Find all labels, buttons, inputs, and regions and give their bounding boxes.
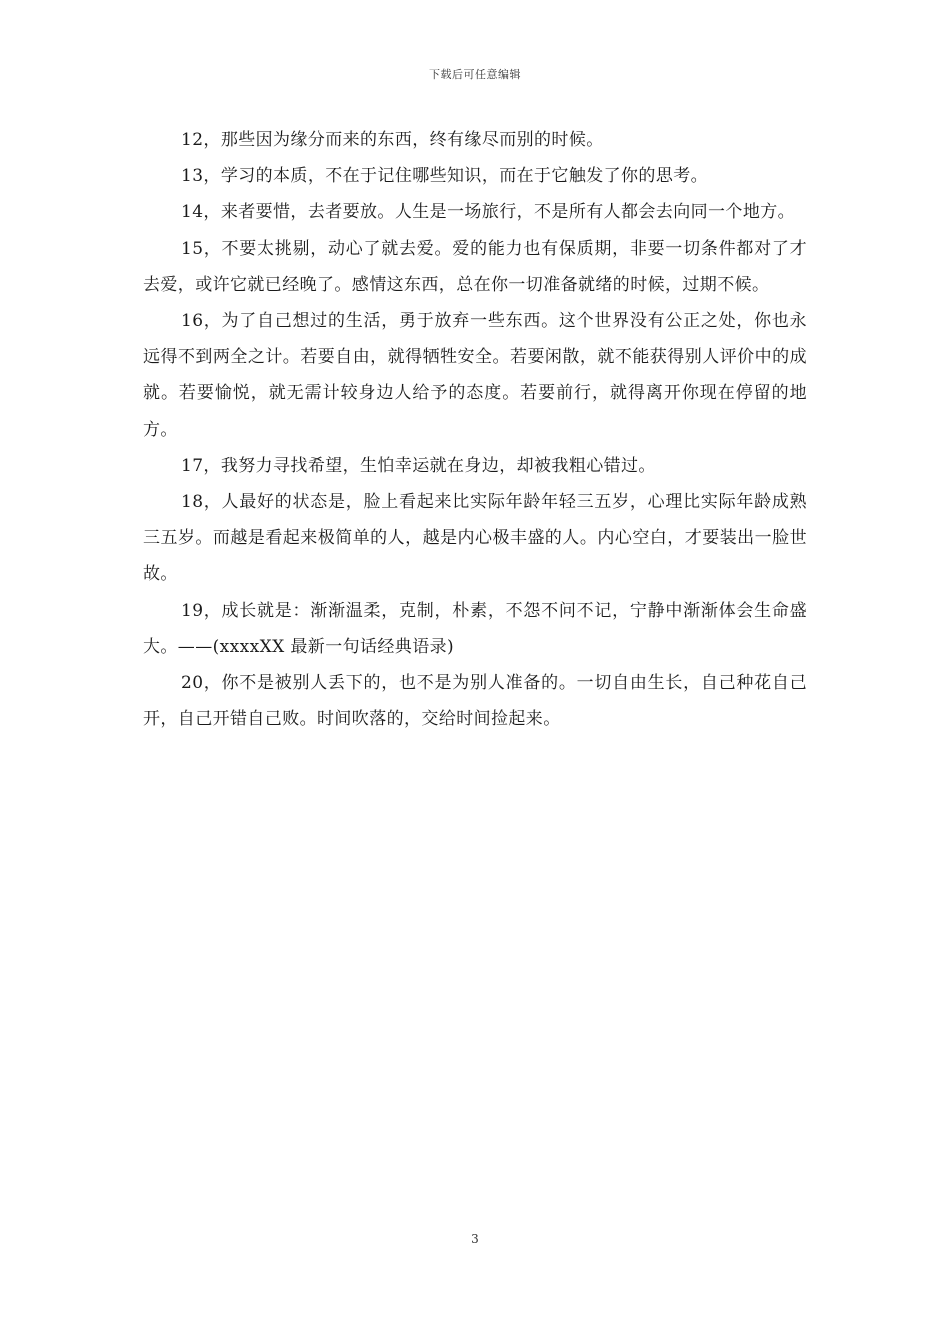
paragraph-15: 15，不要太挑剔，动心了就去爱。爱的能力也有保质期，非要一切条件都对了才去爱，或许它就已经晚了。感情这东西，总在你一切准备就绪的时候，过期不候。 [143, 238, 807, 295]
page-header: 下载后可任意编辑 [429, 68, 521, 81]
paragraph-13: 13，学习的本质，不在于记住哪些知识，而在于它触发了你的思考。 [181, 166, 709, 187]
paragraph-19: 19，成长就是：渐渐温柔，克制，朴素，不怨不问不记，宁静中渐渐体会生命盛大。——(xxxxXX 最新一句话经典语录) [143, 600, 807, 657]
paragraph-20: 20，你不是被别人丢下的，也不是为别人准备的。一切自由生长，自己种花自己开，自己开错自己败。时间吹落的，交给时间捡起来。 [143, 673, 807, 730]
paragraph-16: 16，为了自己想过的生活，勇于放弃一些东西。这个世界没有公正之处，你也永远得不到两全之计。若要自由，就得牺牲安全。若要闲散，就不能获得别人评价中的成就。若要愉悦，就无需计较身边人给予的态度。若要前行，就得离开你现在停留的地方。 [143, 311, 807, 440]
paragraph-14: 14，来者要惜，去者要放。人生是一场旅行，不是所有人都会去向同一个地方。 [181, 202, 796, 223]
document-body [143, 122, 807, 737]
page-number: 3 [471, 1232, 479, 1246]
paragraph-12: 12，那些因为缘分而来的东西，终有缘尽而别的时候。 [181, 130, 604, 150]
paragraph-17: 17，我努力寻找希望，生怕幸运就在身边，却被我粗心错过。 [181, 455, 656, 476]
paragraph-18: 18，人最好的状态是，脸上看起来比实际年龄年轻三五岁，心理比实际年龄成熟三五岁。而越是看起来极简单的人，越是内心极丰盛的人。内心空白，才要装出一脸世故。 [143, 492, 807, 585]
